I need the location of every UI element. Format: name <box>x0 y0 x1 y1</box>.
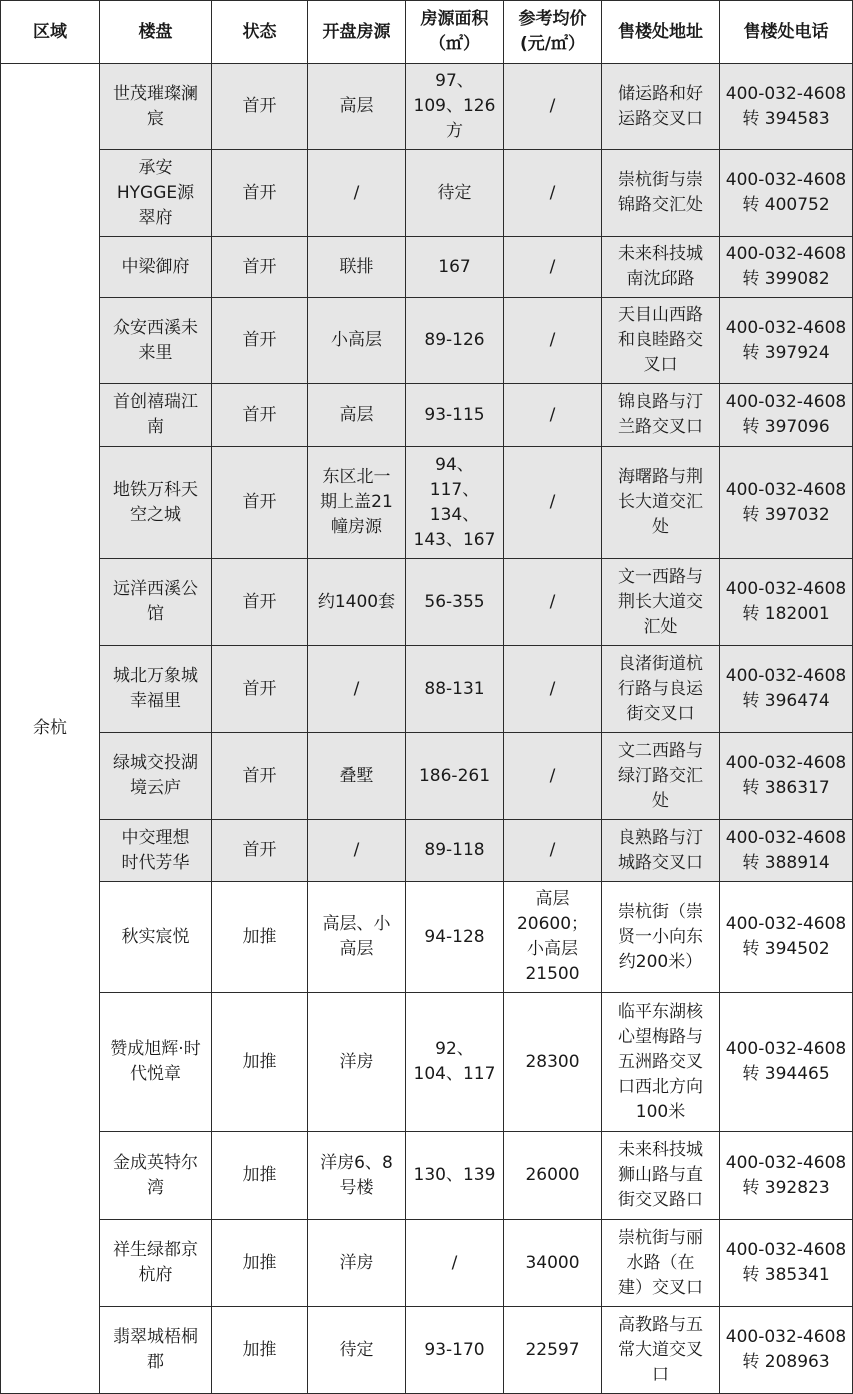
unit-type-cell: 待定 <box>308 1307 406 1394</box>
unit-type-cell: 联排 <box>308 237 406 298</box>
table-row <box>1 1220 853 1307</box>
price-cell: / <box>504 447 602 559</box>
address-cell: 天目山西路 和良睦路交 叉口 <box>602 298 720 384</box>
status-cell: 加推 <box>212 1307 308 1394</box>
unit-type-cell: / <box>308 150 406 237</box>
phone-cell: 400-032-4608 转 394502 <box>720 882 853 993</box>
price-cell: 高层 20600； 小高层 21500 <box>504 882 602 993</box>
unit-type-cell: 叠墅 <box>308 733 406 820</box>
address-cell: 未来科技城 狮山路与直 街交叉路口 <box>602 1132 720 1220</box>
status-cell: 加推 <box>212 1132 308 1220</box>
header-price: 参考均价 (元/㎡） <box>504 1 602 64</box>
unit-type-cell: 洋房 <box>308 1220 406 1307</box>
table-row <box>1 882 853 993</box>
unit-type-cell: 约1400套 <box>308 559 406 646</box>
price-cell: 26000 <box>504 1132 602 1220</box>
table-row <box>1 298 853 384</box>
status-cell: 首开 <box>212 384 308 447</box>
area-cell: 93-170 <box>406 1307 504 1394</box>
project-cell: 城北万象城 幸福里 <box>100 646 212 733</box>
unit-type-cell: 小高层 <box>308 298 406 384</box>
area-cell: 93-115 <box>406 384 504 447</box>
unit-type-cell: 洋房6、8 号楼 <box>308 1132 406 1220</box>
address-cell: 临平东湖核 心望梅路与 五洲路交叉 口西北方向 100米 <box>602 993 720 1132</box>
project-cell: 地铁万科天 空之城 <box>100 447 212 559</box>
phone-cell: 400-032-4608 转 388914 <box>720 820 853 882</box>
phone-cell: 400-032-4608 转 394583 <box>720 64 853 150</box>
address-cell: 文二西路与 绿汀路交汇 处 <box>602 733 720 820</box>
header-region: 区域 <box>1 1 100 64</box>
status-cell: 加推 <box>212 993 308 1132</box>
area-cell: 94-128 <box>406 882 504 993</box>
table-row <box>1 646 853 733</box>
table-row <box>1 559 853 646</box>
address-cell: 文一西路与 荆长大道交 汇处 <box>602 559 720 646</box>
price-cell: / <box>504 298 602 384</box>
table-row <box>1 820 853 882</box>
unit-type-cell: 高层 <box>308 384 406 447</box>
area-cell: 待定 <box>406 150 504 237</box>
table-row <box>1 237 853 298</box>
project-cell: 翡翠城梧桐 郡 <box>100 1307 212 1394</box>
unit-type-cell: 高层 <box>308 64 406 150</box>
status-cell: 首开 <box>212 237 308 298</box>
price-cell: / <box>504 733 602 820</box>
unit-type-cell: 洋房 <box>308 993 406 1132</box>
address-cell: 良熟路与汀 城路交叉口 <box>602 820 720 882</box>
header-unit-type: 开盘房源 <box>308 1 406 64</box>
header-project: 楼盘 <box>100 1 212 64</box>
project-cell: 秋实宸悦 <box>100 882 212 993</box>
address-cell: 高教路与五 常大道交叉 口 <box>602 1307 720 1394</box>
status-cell: 首开 <box>212 298 308 384</box>
address-cell: 锦良路与汀 兰路交叉口 <box>602 384 720 447</box>
address-cell: 储运路和好 运路交叉口 <box>602 64 720 150</box>
table-row <box>1 733 853 820</box>
phone-cell: 400-032-4608 转 396474 <box>720 646 853 733</box>
unit-type-cell: / <box>308 820 406 882</box>
status-cell: 加推 <box>212 1220 308 1307</box>
project-cell: 绿城交投湖 境云庐 <box>100 733 212 820</box>
area-cell: 92、 104、117 <box>406 993 504 1132</box>
table-row <box>1 384 853 447</box>
phone-cell: 400-032-4608 转 397032 <box>720 447 853 559</box>
status-cell: 首开 <box>212 559 308 646</box>
project-cell: 祥生绿都京 杭府 <box>100 1220 212 1307</box>
project-cell: 金成英特尔 湾 <box>100 1132 212 1220</box>
project-cell: 远洋西溪公 馆 <box>100 559 212 646</box>
area-cell: 97、 109、126 方 <box>406 64 504 150</box>
price-cell: / <box>504 820 602 882</box>
unit-type-cell: 东区北一 期上盖21 幢房源 <box>308 447 406 559</box>
address-cell: 崇杭街与丽 水路（在 建）交叉口 <box>602 1220 720 1307</box>
area-cell: 88-131 <box>406 646 504 733</box>
project-cell: 众安西溪未 来里 <box>100 298 212 384</box>
region-cell: 余杭 <box>1 64 100 1394</box>
price-cell: 22597 <box>504 1307 602 1394</box>
table-row <box>1 1132 853 1220</box>
table-row <box>1 447 853 559</box>
status-cell: 首开 <box>212 447 308 559</box>
project-cell: 世茂璀璨澜 宸 <box>100 64 212 150</box>
phone-cell: 400-032-4608 转 182001 <box>720 559 853 646</box>
phone-cell: 400-032-4608 转 400752 <box>720 150 853 237</box>
table-row <box>1 150 853 237</box>
header-phone: 售楼处电话 <box>720 1 853 64</box>
area-cell: 89-118 <box>406 820 504 882</box>
status-cell: 加推 <box>212 882 308 993</box>
price-cell: / <box>504 559 602 646</box>
table-row <box>1 993 853 1132</box>
phone-cell: 400-032-4608 转 385341 <box>720 1220 853 1307</box>
header-address: 售楼处地址 <box>602 1 720 64</box>
header-row <box>1 1 853 64</box>
price-cell: / <box>504 646 602 733</box>
phone-cell: 400-032-4608 转 208963 <box>720 1307 853 1394</box>
address-cell: 崇杭街（崇 贤一小向东 约200米） <box>602 882 720 993</box>
phone-cell: 400-032-4608 转 394465 <box>720 993 853 1132</box>
project-cell: 首创禧瑞江 南 <box>100 384 212 447</box>
status-cell: 首开 <box>212 820 308 882</box>
price-cell: / <box>504 237 602 298</box>
phone-cell: 400-032-4608 转 399082 <box>720 237 853 298</box>
project-cell: 中梁御府 <box>100 237 212 298</box>
price-cell: / <box>504 384 602 447</box>
area-cell: 167 <box>406 237 504 298</box>
phone-cell: 400-032-4608 转 386317 <box>720 733 853 820</box>
header-area: 房源面积 （㎡） <box>406 1 504 64</box>
phone-cell: 400-032-4608 转 397924 <box>720 298 853 384</box>
area-cell: 56-355 <box>406 559 504 646</box>
area-cell: 186-261 <box>406 733 504 820</box>
price-cell: 28300 <box>504 993 602 1132</box>
address-cell: 良渚街道杭 行路与良运 街交叉口 <box>602 646 720 733</box>
status-cell: 首开 <box>212 733 308 820</box>
status-cell: 首开 <box>212 646 308 733</box>
area-cell: 130、139 <box>406 1132 504 1220</box>
area-cell: / <box>406 1220 504 1307</box>
unit-type-cell: 高层、小 高层 <box>308 882 406 993</box>
table-row <box>1 64 853 150</box>
price-cell: / <box>504 150 602 237</box>
area-cell: 94、 117、 134、 143、167 <box>406 447 504 559</box>
project-cell: 赞成旭辉·时 代悦章 <box>100 993 212 1132</box>
phone-cell: 400-032-4608 转 392823 <box>720 1132 853 1220</box>
status-cell: 首开 <box>212 64 308 150</box>
price-cell: 34000 <box>504 1220 602 1307</box>
price-cell: / <box>504 64 602 150</box>
address-cell: 未来科技城 南沈邱路 <box>602 237 720 298</box>
project-cell: 承安 HYGGE源 翠府 <box>100 150 212 237</box>
address-cell: 崇杭街与崇 锦路交汇处 <box>602 150 720 237</box>
header-status: 状态 <box>212 1 308 64</box>
status-cell: 首开 <box>212 150 308 237</box>
project-cell: 中交理想 时代芳华 <box>100 820 212 882</box>
unit-type-cell: / <box>308 646 406 733</box>
table-row <box>1 1307 853 1394</box>
address-cell: 海曙路与荆 长大道交汇 处 <box>602 447 720 559</box>
phone-cell: 400-032-4608 转 397096 <box>720 384 853 447</box>
area-cell: 89-126 <box>406 298 504 384</box>
